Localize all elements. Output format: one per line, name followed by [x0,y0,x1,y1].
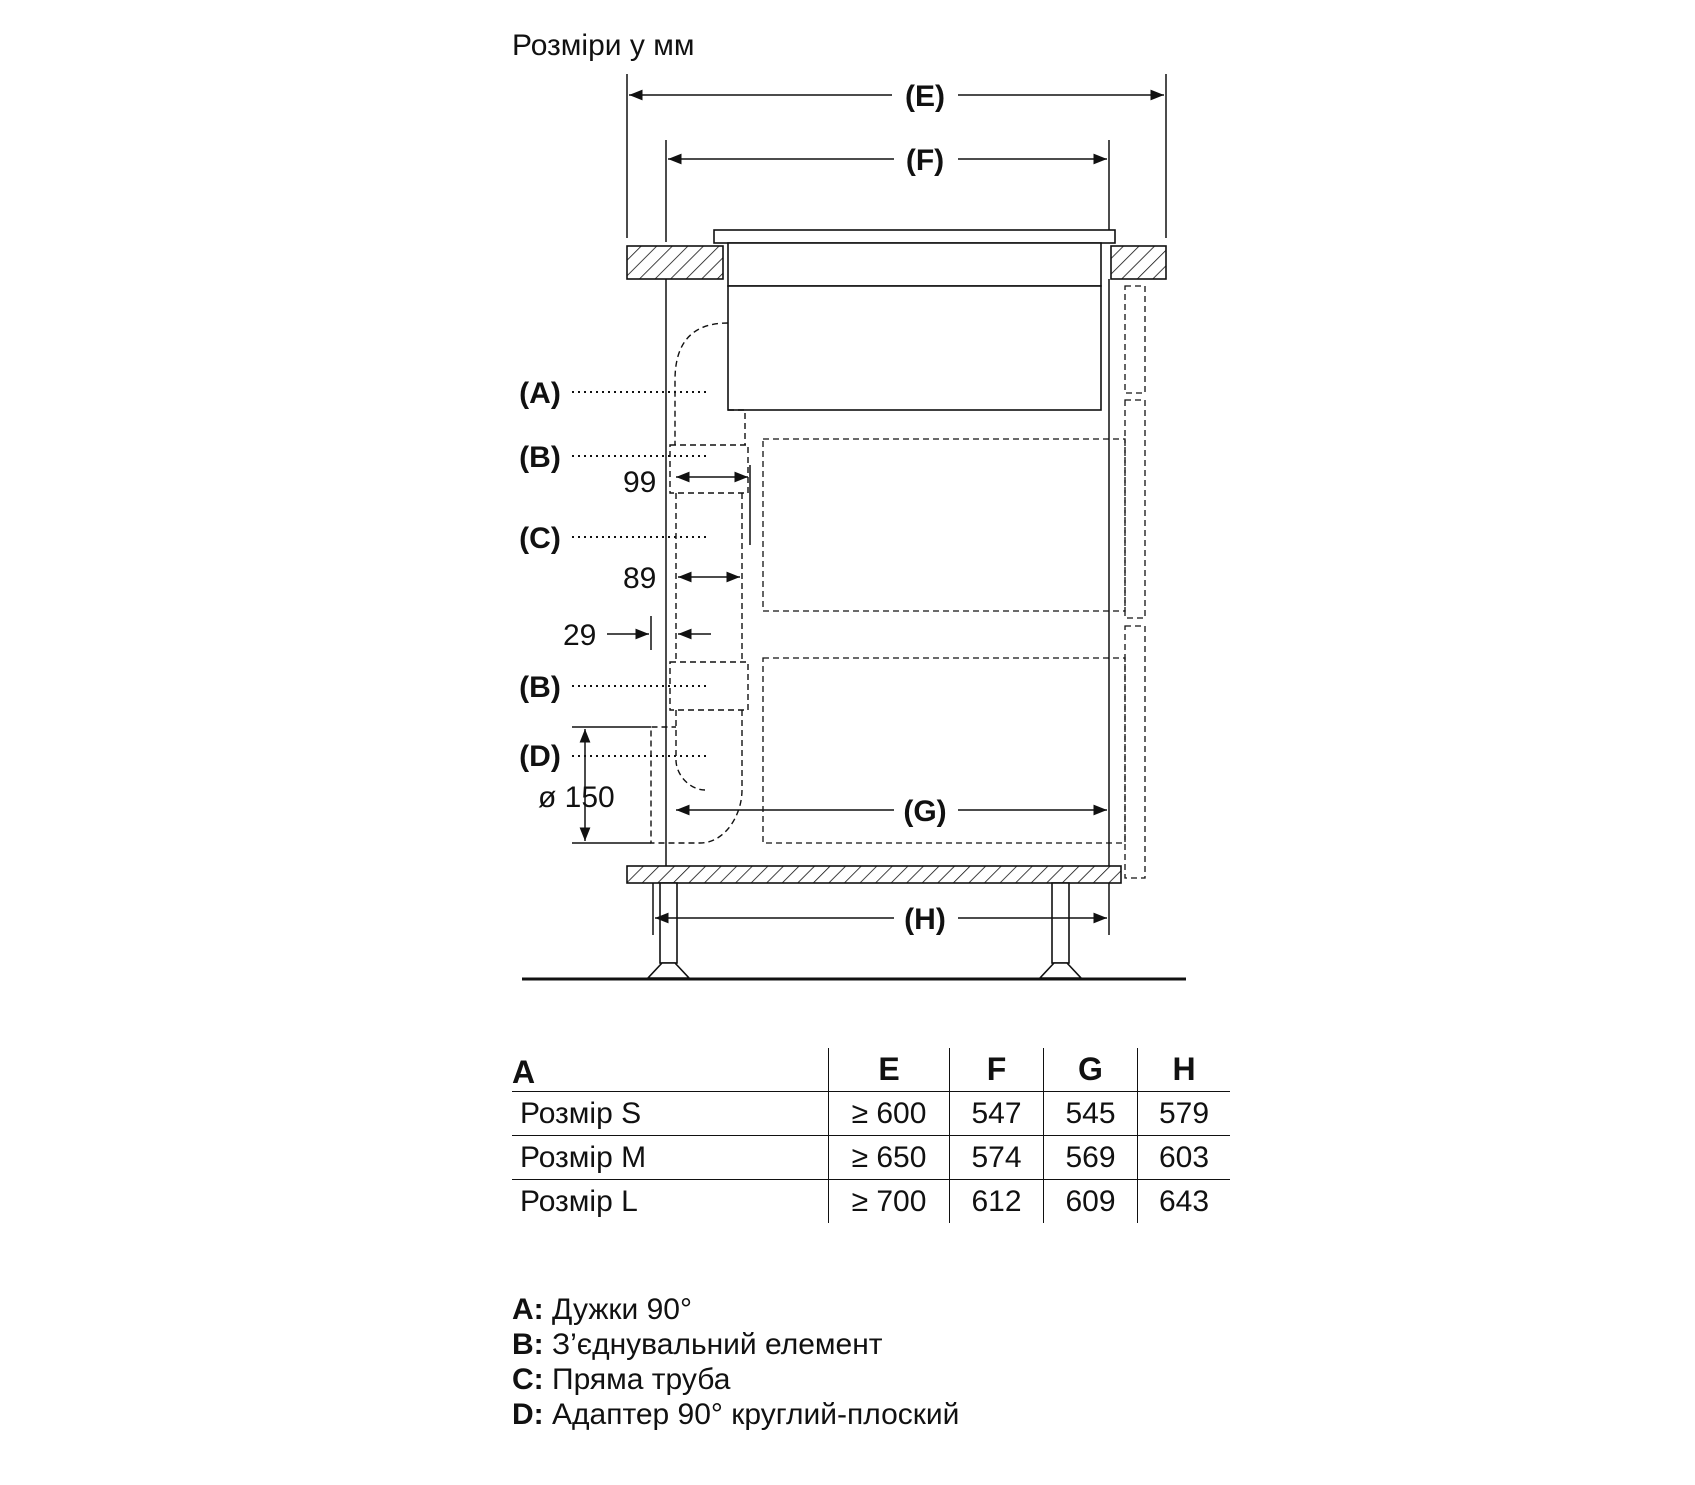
diagram-title: Розміри у мм [512,29,695,62]
table-header: F [950,1048,1044,1092]
adapter [676,710,705,790]
legend-text: Дужки 90° [552,1293,692,1326]
table-cell: 643 [1138,1180,1231,1224]
table-cell: 574 [950,1136,1044,1180]
table-cell: 569 [1044,1136,1138,1180]
legend-text: З’єднувальний елемент [552,1328,883,1361]
parts-legend [512,1292,959,1432]
connector-top [670,445,748,493]
cooktop [714,230,1115,410]
table-cell: Розмір S [512,1092,829,1136]
table-cell: 579 [1138,1092,1231,1136]
table-cell: 545 [1044,1092,1138,1136]
table-cell: ≥ 650 [829,1136,950,1180]
legend-item [512,1397,959,1432]
dimension-f-label: (F) [905,144,945,177]
legend-item [512,1327,959,1362]
table-header: A [512,1048,829,1092]
elbow-top [675,323,728,445]
table-header: H [1138,1048,1231,1092]
dimension-h [653,883,1109,936]
label-a: (A) [519,377,561,410]
legend-key: B: [512,1328,544,1361]
drawers [763,439,1125,843]
dimension-f [666,140,1109,242]
label-b-top: (B) [519,441,561,474]
table-cell: 603 [1138,1136,1231,1180]
cabinet-base [627,866,1121,883]
legend-item [512,1362,959,1397]
table-cell: 609 [1044,1180,1138,1224]
measurement-99-label: 99 [623,466,657,499]
dimension-e-label: (E) [905,80,945,113]
dimensions-table [512,1048,1230,1223]
cabinet-side [1109,279,1145,878]
table-cell: Розмір L [520,1184,638,1218]
label-b-bottom: (B) [519,671,561,704]
legend-key: C: [512,1363,544,1396]
legend-item [512,1292,959,1327]
table-header: G [1044,1048,1138,1092]
measurement-99 [623,466,748,499]
legend-key: D: [512,1398,544,1431]
table-cell: 547 [950,1092,1044,1136]
dimension-h-label: (H) [904,903,946,936]
table-header: E [829,1048,950,1092]
table-cell: ≥ 600 [829,1092,950,1136]
legend-text: Адаптер 90° круглий-плоский [552,1398,960,1431]
measurement-89-label: 89 [623,562,657,595]
measurement-89 [623,562,740,595]
dimension-e [627,74,1166,238]
legend-text: Пряма труба [552,1363,731,1396]
legend-key: A: [512,1293,544,1326]
table-row [512,1136,1230,1180]
table-header-row [512,1048,1230,1092]
label-c: (C) [519,522,561,555]
table-cell: 612 [950,1180,1044,1224]
label-d: (D) [519,740,561,773]
measurement-29 [563,616,711,652]
table-row [512,1092,1230,1136]
table-row [512,1180,1230,1224]
table-cell: ≥ 700 [829,1180,950,1224]
part-labels [519,377,706,773]
measurement-29-label: 29 [563,619,597,652]
measurement-diameter-label: ø 150 [538,781,615,814]
cabinet-legs [648,883,1081,978]
table-cell: Розмір M [512,1136,829,1180]
dimension-g-label: (G) [903,795,947,828]
